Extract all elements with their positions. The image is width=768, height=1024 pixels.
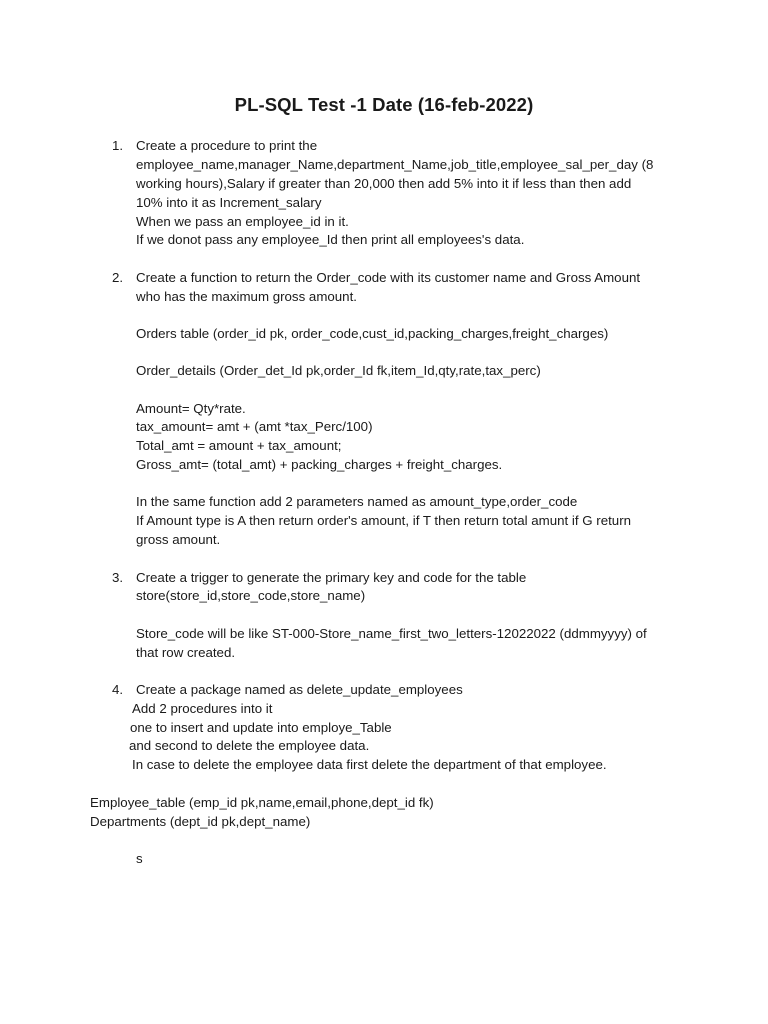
question-line: If Amount type is A then return order's amount, if T then return total amunt if G return bbox=[136, 513, 632, 528]
question-line: In case to delete the employee data first delete the department of that employee. bbox=[132, 757, 607, 772]
question-line: tax_amount= amt + (amt *tax_Perc/100) bbox=[136, 419, 373, 434]
question-line: Add 2 procedures into it bbox=[132, 701, 273, 716]
question-line: Create a package named as delete_update_employees bbox=[136, 682, 463, 697]
question-line: one to insert and update into employe_Table bbox=[130, 720, 392, 735]
question-line: that row created. bbox=[136, 645, 236, 660]
question-line: Total_amt = amount + tax_amount; bbox=[136, 438, 342, 453]
question-line: store(store_id,store_code,store_name) bbox=[136, 588, 366, 603]
question-line: and second to delete the employee data. bbox=[129, 738, 370, 753]
question-line: Gross_amt= (total_amt) + packing_charges + freight_charges. bbox=[136, 457, 503, 472]
question-number: 4. bbox=[112, 682, 124, 697]
trailing-text: s bbox=[136, 851, 143, 866]
question-line: Store_code will be like ST-000-Store_name_first_two_letters-12022022 (ddmmyyyy) of bbox=[136, 626, 647, 641]
question-number: 2. bbox=[112, 270, 124, 285]
question-line: Create a function to return the Order_code with its customer name and Gross Amount bbox=[136, 270, 641, 285]
question-line: Amount= Qty*rate. bbox=[136, 401, 246, 416]
question-line: In the same function add 2 parameters named as amount_type,order_code bbox=[136, 494, 578, 509]
page-title: PL-SQL Test -1 Date (16-feb-2022) bbox=[234, 94, 534, 115]
question-line: Orders table (order_id pk, order_code,cust_id,packing_charges,freight_charges) bbox=[136, 326, 609, 341]
question-number: 3. bbox=[112, 570, 124, 585]
question-line: When we pass an employee_id in it. bbox=[136, 214, 349, 229]
question-line: If we donot pass any employee_Id then print all employees's data. bbox=[136, 232, 525, 247]
question-line: gross amount. bbox=[136, 532, 221, 547]
question-line: working hours),Salary if greater than 20,000 then add 5% into it if less than then add bbox=[136, 176, 632, 191]
question-line: 10% into it as Increment_salary bbox=[136, 195, 322, 210]
question-line: Create a procedure to print the bbox=[136, 138, 318, 153]
question-line: employee_name,manager_Name,department_Name,job_title,employee_sal_per_day (8 bbox=[136, 157, 654, 172]
question-line: Create a trigger to generate the primary key and code for the table bbox=[136, 570, 527, 585]
question-line: Order_details (Order_det_Id pk,order_Id fk,item_Id,qty,rate,tax_perc) bbox=[136, 363, 541, 378]
question-number: 1. bbox=[112, 138, 124, 153]
table-definition: Departments (dept_id pk,dept_name) bbox=[90, 814, 311, 829]
table-definition: Employee_table (emp_id pk,name,email,phone,dept_id fk) bbox=[90, 795, 434, 810]
question-line: who has the maximum gross amount. bbox=[136, 289, 357, 304]
